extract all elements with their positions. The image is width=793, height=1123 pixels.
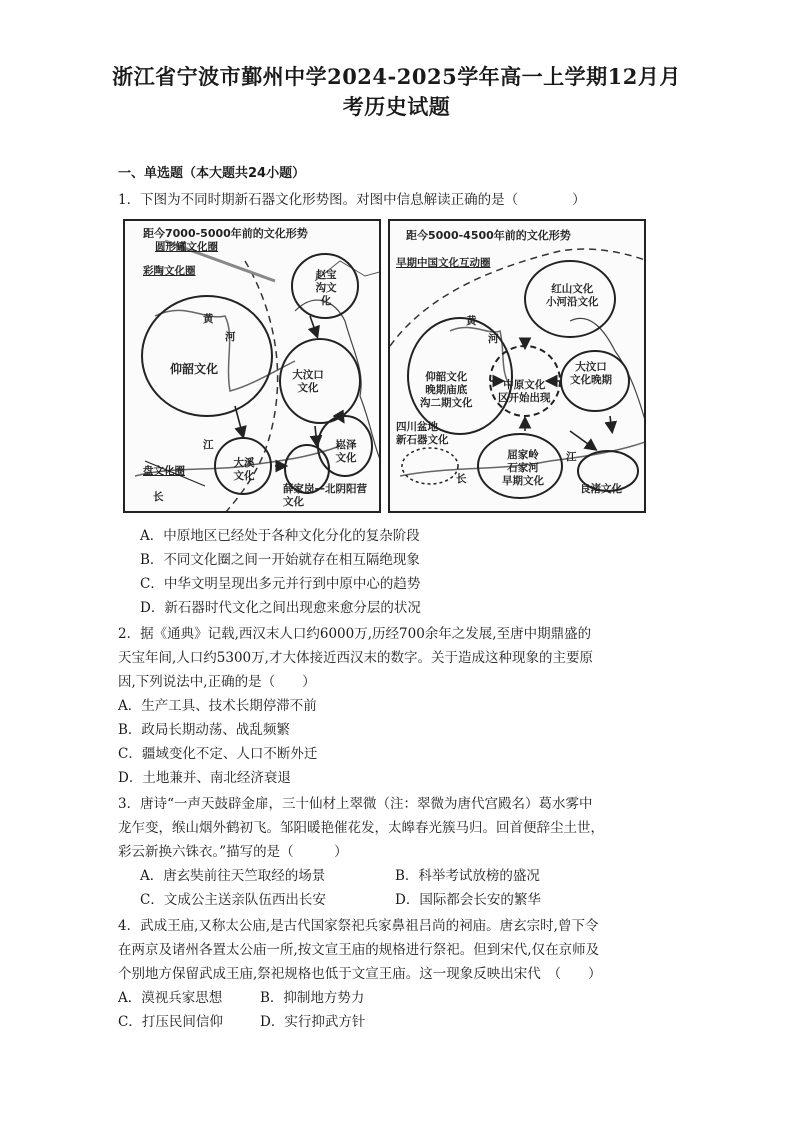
q4-options-row-1	[118, 986, 365, 1010]
map-left-label-chang: 长	[153, 491, 164, 503]
q1-option-c: C．中华文明呈现出多元并行到中原中心的趋势	[140, 576, 421, 592]
q3-stem-line-3: 彩云新换六铢衣。”描写的是（ ）	[118, 844, 348, 860]
q3-option-a: A．唐玄奘前往天竺取经的场景	[140, 868, 326, 884]
question-1-stem: 1．下图为不同时期新石器文化形势图。对图中信息解读正确的是（ ）	[118, 192, 586, 208]
map-right-label-sichuan: 四川盆地 新石器文化	[396, 421, 449, 446]
title-line-2: 考历史试题	[342, 94, 451, 119]
q4-option-c: C．打压民间信仰	[118, 1014, 223, 1030]
q3-option-b: B．科举考试放榜的盛况	[395, 868, 540, 884]
map-right-title: 距今5000-4500年前的文化形势	[406, 229, 571, 242]
map-right-label-dawenkou: 大汶口 文化晚期	[570, 361, 612, 386]
map-left-label-caitao: 彩陶文化圈	[143, 265, 196, 277]
map-left-label-yangshao: 仰韶文化	[170, 362, 219, 376]
document-title	[60, 62, 733, 122]
map-right-label-qujialing: 屈家岭 石家河 早期文化	[502, 449, 544, 487]
q2-option-d: D．土地兼并、南北经济衰退	[118, 770, 291, 786]
map-right-label-hongshan: 红山文化 小河沿文化	[546, 283, 599, 308]
q2-option-c: C．疆域变化不定、人口不断外迁	[118, 746, 318, 762]
map-right-label-huang: 黄	[466, 315, 477, 327]
q3-stem-line-2: 龙乍变，缑山烟外鹤初飞。邹阳暖艳催花发，太皞春光簇马归。回首便辞尘土世，	[118, 820, 604, 836]
q2-option-b: B．政局长期动荡、战乱频繁	[118, 722, 290, 738]
map-left-label-yuanxingguan: 圆形罐文化圈	[155, 241, 218, 253]
q1-option-d: D．新石器时代文化之间出现愈来愈分层的状况	[140, 600, 421, 616]
q1-option-a: A．中原地区已经处于各种文化分化的复杂阶段	[140, 528, 420, 544]
map-left-label-jiang: 江	[203, 439, 214, 451]
q1-option-b: B．不同文化圈之间一开始就存在相互隔绝现象	[140, 552, 420, 568]
q4-stem-line-2: 在两京及诸州各置太公庙一所,按文宣王庙的规格进行祭祀。但到宋代,仅在京师及	[118, 942, 600, 958]
section-heading: 一、单选题（本大题共24小题）	[118, 166, 306, 181]
q2-stem-line-1: 2．据《通典》记载,西汉末人口约6000万,历经700余年之发展,至唐中期鼎盛的	[118, 626, 592, 642]
q4-option-a: A．漠视兵家思想	[118, 990, 223, 1006]
map-right-label-zhongyuan: 中原文化 区开始出现	[498, 379, 551, 404]
q3-options-row-2	[140, 888, 541, 912]
map-left-label-pan: 盘文化圈	[143, 465, 185, 477]
map-right-label-he: 河	[488, 333, 499, 345]
q3-option-c: C．文成公主送亲队伍西出长安	[140, 892, 326, 908]
map-left-label-xuejiagang: 薛家岗—北阴阳营文化	[283, 483, 367, 508]
map-right-label-circle: 早期中国文化互动圈	[396, 257, 491, 269]
map-left	[123, 219, 381, 513]
map-right-label-chang: 长	[456, 473, 467, 485]
map-left-label-songze: 崧泽文化	[335, 439, 357, 464]
map-right	[388, 219, 646, 513]
q4-option-d: D．实行抑武方针	[260, 1014, 366, 1030]
q3-option-d: D．国际都会长安的繁华	[395, 892, 541, 908]
map-left-label-he: 河	[225, 331, 236, 343]
map-left-label-huang: 黄	[203, 313, 214, 325]
q4-option-b: B．抑制地方势力	[260, 990, 365, 1006]
map-right-label-yangshao: 仰韶文化 晚期庙底 沟二期文化	[420, 371, 473, 409]
q2-stem-line-2: 天宝年间,人口约5300万,才大体接近西汉末的数字。关于造成这种现象的主要原	[118, 650, 593, 666]
q4-stem-line-1: 4．武成王庙,又称太公庙,是古代国家祭祀兵家鼻祖吕尚的祠庙。唐玄宗时,曾下令	[118, 918, 599, 934]
q4-stem-line-3: 个别地方保留武成王庙,祭祀规格也低于文宣王庙。这一现象反映出宋代 （ ）	[118, 966, 602, 982]
map-left-label-dawenkou: 大汶口文化	[292, 369, 324, 394]
map-left-title: 距今7000-5000年前的文化形势	[143, 227, 308, 240]
q3-options-row-1	[140, 864, 540, 888]
q2-option-a: A．生产工具、技术长期停滞不前	[118, 698, 317, 714]
q4-options-row-2	[118, 1010, 366, 1034]
q3-stem-line-1: 3．唐诗“一声天鼓辟金扉，三十仙材上翠微（注：翠微为唐代宫殿名）葛水雾中	[118, 796, 593, 812]
title-line-1: 浙江省宁波市鄞州中学2024-2025学年高一上学期12月月	[112, 64, 681, 89]
map-left-label-zhaobaogou: 赵宝沟文化	[315, 269, 337, 307]
q2-stem-line-3: 因,下列说法中,正确的是（ ）	[118, 674, 316, 690]
map-left-label-daxi: 大溪文化	[233, 457, 255, 482]
map-right-label-jiang: 江	[566, 451, 577, 463]
map-right-label-liangzhu: 良渚文化	[580, 483, 622, 495]
